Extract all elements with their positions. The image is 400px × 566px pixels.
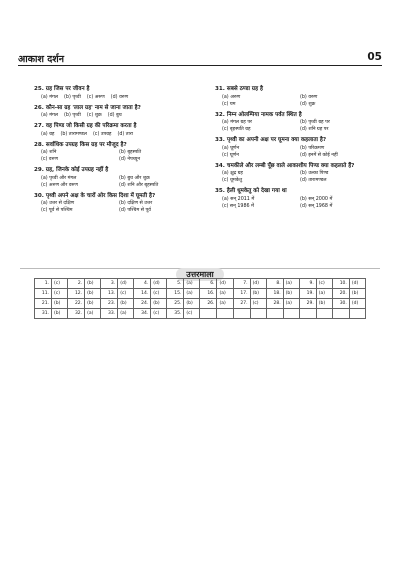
- answer-number: 11.: [35, 289, 52, 299]
- option: (b) बुध और शुक्र: [119, 175, 150, 181]
- answer-row: [35, 309, 366, 319]
- answer-value: (b): [316, 299, 332, 309]
- answer-empty-cell: [299, 309, 316, 319]
- answer-number: 18.: [266, 289, 283, 299]
- option: (d) पश्चिम से पूर्व: [119, 208, 151, 213]
- option-list: [34, 112, 194, 119]
- answer-number: 35.: [167, 309, 184, 319]
- question-text: [34, 105, 194, 113]
- answer-number: 14.: [134, 289, 151, 299]
- option: (d) तारामण्डल: [300, 178, 327, 183]
- answer-number: 10.: [332, 279, 349, 289]
- answer-value: (a): [316, 289, 332, 299]
- answer-number: 8.: [266, 279, 283, 289]
- answer-number: 28.: [266, 299, 283, 309]
- answer-number: 26.: [200, 299, 217, 309]
- question-text: [34, 86, 194, 94]
- question-text: [215, 188, 385, 196]
- option: (c) बृहस्पति ग्रह: [222, 127, 251, 132]
- option: (a) ग्रह: [41, 131, 55, 137]
- answer-number: 16.: [200, 289, 217, 299]
- question-item: [215, 112, 385, 134]
- answer-number: 27.: [233, 299, 250, 309]
- question-item: [34, 193, 194, 215]
- option: (b) पृथ्वी: [64, 94, 81, 100]
- questions-right-column: [215, 86, 385, 214]
- question-number: 32.: [215, 111, 225, 118]
- answer-value: (b): [85, 299, 101, 309]
- option-list: [215, 94, 385, 108]
- answer-value: (d): [349, 299, 365, 309]
- answer-value: (a): [184, 289, 200, 299]
- question-item: [34, 86, 194, 101]
- question-stem: पृथ्वी का अपनी अक्ष पर घूमना क्या कहलाता है?: [226, 137, 327, 143]
- answer-value: (a): [217, 299, 233, 309]
- answer-number: 17.: [233, 289, 250, 299]
- page-number: 05: [367, 51, 382, 63]
- option: (d) शनि ग्रह पर: [300, 127, 329, 132]
- question-text: [34, 167, 194, 175]
- answer-value: (b): [85, 289, 101, 299]
- answer-number: 15.: [167, 289, 184, 299]
- question-number: 33.: [215, 137, 225, 143]
- question-text: [215, 137, 385, 145]
- option: (c) उपग्रह: [92, 131, 112, 137]
- question-stem: पृथ्वी अपने अक्ष के चारों ओर किस दिशा में घूमती है?: [45, 192, 156, 199]
- answer-empty-cell: [316, 309, 332, 319]
- option: (a) उत्तर से दक्षिण: [41, 201, 75, 206]
- option: (b) तारामण्डल: [60, 131, 87, 137]
- answer-number: 33.: [101, 309, 118, 319]
- question-item: [215, 188, 385, 210]
- question-item: [34, 123, 194, 138]
- option: (b) वरुण: [300, 94, 318, 100]
- answer-empty-cell: [200, 309, 217, 319]
- answer-key-title: उत्तरमाला: [176, 268, 224, 281]
- option-list: [215, 196, 385, 210]
- option: (a) मंगल: [41, 113, 59, 118]
- option: (c) वरुण: [41, 157, 58, 162]
- answer-empty-cell: [283, 309, 299, 319]
- option: (b) पृथ्वी: [64, 113, 81, 118]
- answer-number: 32.: [68, 309, 85, 319]
- option: (a) पृथ्वी और मंगल: [41, 175, 77, 181]
- option: (c) सन् 1986 में: [222, 203, 254, 209]
- answer-number: 21.: [35, 299, 52, 309]
- question-number: 29.: [34, 167, 44, 173]
- answer-value: (b): [85, 279, 101, 289]
- question-stem: चमकीले और लम्बी पूँछ वाले आकाशीय पिण्ड क्या कहलाते हैं?: [226, 162, 355, 169]
- option: (b) दक्षिण से उत्तर: [119, 201, 153, 206]
- option: (a) घूर्णन: [222, 145, 240, 151]
- question-number: 28.: [34, 141, 44, 148]
- option: (b) पृथ्वी ग्रह पर: [300, 120, 330, 125]
- answer-value: (a): [217, 289, 233, 299]
- option: (b) परिक्रमण: [300, 145, 325, 151]
- answer-number: 2.: [68, 279, 85, 289]
- option: (b) सन् 2000 में: [300, 196, 333, 202]
- answer-value: (a): [118, 309, 134, 319]
- answer-row: [35, 289, 366, 299]
- answer-row: [35, 299, 366, 309]
- option: (a) अरुण: [222, 94, 241, 100]
- question-text: [34, 142, 194, 150]
- option: (d) नेपच्यून: [119, 157, 141, 162]
- question-stem: ग्रह जिस पर जीवन है: [45, 86, 90, 92]
- answer-row: [35, 279, 366, 289]
- question-stem: कौन-सा ग्रह 'लाल ग्रह' नाम से जाना जाता है?: [45, 104, 141, 111]
- option: (a) क्षुद्र ग्रह: [222, 171, 243, 176]
- answer-value: (d): [217, 279, 233, 289]
- answer-number: 23.: [101, 299, 118, 309]
- option: (d) वरुण: [110, 94, 129, 100]
- answer-empty-cell: [349, 309, 365, 319]
- answer-value: (d): [250, 279, 266, 289]
- option: (b) उल्का पिण्ड: [300, 171, 329, 176]
- answer-value: (c): [151, 309, 167, 319]
- question-stem: निम्न ओलम्पिया नामक पर्वत स्थित है: [226, 111, 302, 118]
- answer-empty-cell: [266, 309, 283, 319]
- option: (c) अरुण और वरुण: [41, 182, 78, 188]
- option: (b) बृहस्पति: [119, 150, 142, 155]
- option: (c) अरुण: [86, 94, 105, 100]
- option: (a) मंगल ग्रह पर: [222, 120, 253, 125]
- answer-empty-cell: [233, 309, 250, 319]
- question-number: 26.: [34, 104, 44, 111]
- question-text: [215, 163, 385, 171]
- answer-value: (b): [52, 299, 68, 309]
- option: (d) शनि और बृहस्पति: [119, 182, 159, 188]
- answer-number: 5.: [167, 279, 184, 289]
- answer-value: (a): [85, 309, 101, 319]
- answer-value: (a): [283, 299, 299, 309]
- question-item: [215, 86, 385, 108]
- answer-number: 12.: [68, 289, 85, 299]
- answer-number: 1.: [35, 279, 52, 289]
- answer-number: 29.: [299, 299, 316, 309]
- option-list: [34, 175, 194, 189]
- option-list: [215, 170, 385, 184]
- answer-number: 13.: [101, 289, 118, 299]
- question-item: [34, 105, 194, 120]
- answer-value: (c): [52, 279, 68, 289]
- answer-number: 25.: [167, 299, 184, 309]
- option-list: [215, 145, 385, 159]
- option-list: [34, 149, 194, 163]
- option: (a) शनि: [41, 150, 57, 155]
- answer-number: 3.: [101, 279, 118, 289]
- question-number: 30.: [34, 192, 44, 199]
- option: (c) धूमकेतु: [222, 178, 243, 183]
- option: (d) इनमें से कोई नहीं: [300, 152, 338, 158]
- question-number: 34.: [215, 162, 225, 169]
- answer-number: 30.: [332, 299, 349, 309]
- question-item: [215, 163, 385, 185]
- question-stem: वह पिण्ड जो किसी ग्रह की परिक्रमा करता है: [45, 123, 137, 129]
- answer-number: 31.: [35, 309, 52, 319]
- answer-number: 34.: [134, 309, 151, 319]
- answer-value: (d): [118, 279, 134, 289]
- answer-empty-cell: [332, 309, 349, 319]
- question-stem: ग्रह, जिनके कोई उपग्रह नहीं है: [45, 167, 109, 173]
- option: (d) बुध: [107, 113, 122, 118]
- option: (d) सन् 1968 में: [300, 203, 333, 209]
- answer-value: (c): [52, 289, 68, 299]
- answer-number: 24.: [134, 299, 151, 309]
- answer-value: (d): [151, 279, 167, 289]
- answer-number: 6.: [200, 279, 217, 289]
- answer-value: (c): [118, 289, 134, 299]
- answer-number: 19.: [299, 289, 316, 299]
- answer-value: (c): [316, 279, 332, 289]
- option: (c) यम: [222, 101, 236, 107]
- answer-empty-cell: [250, 309, 266, 319]
- answer-value: (b): [52, 309, 68, 319]
- question-stem: हैली धूमकेतु को देखा गया था: [226, 188, 287, 194]
- question-stem: सबसे ठण्डा ग्रह है: [226, 86, 263, 92]
- chapter-title: आकाश दर्शन: [18, 54, 65, 65]
- header-divider: [18, 65, 382, 66]
- question-item: [215, 137, 385, 159]
- answer-number: 9.: [299, 279, 316, 289]
- answer-number: 22.: [68, 299, 85, 309]
- question-text: [34, 193, 194, 201]
- answer-value: (b): [118, 299, 134, 309]
- question-text: [215, 112, 385, 120]
- option: (c) घूर्णन: [222, 152, 239, 158]
- question-text: [34, 123, 194, 131]
- question-item: [34, 142, 194, 164]
- option: (c) पूर्व से पश्चिम: [41, 208, 73, 213]
- answer-value: (b): [151, 299, 167, 309]
- questions-left-column: [34, 86, 194, 218]
- answer-key-table: [34, 278, 366, 319]
- answer-empty-cell: [217, 309, 233, 319]
- option-list: [215, 119, 385, 133]
- answer-value: (b): [184, 299, 200, 309]
- answer-value: (b): [250, 289, 266, 299]
- answer-value: (a): [184, 279, 200, 289]
- answer-number: 7.: [233, 279, 250, 289]
- page-header: [18, 52, 382, 68]
- question-text: [215, 86, 385, 94]
- answer-value: (d): [349, 279, 365, 289]
- option-list: [34, 200, 194, 214]
- option: (a) सन् 2011 में: [222, 196, 255, 202]
- answer-value: (b): [349, 289, 365, 299]
- question-number: 31.: [215, 86, 225, 92]
- question-stem: सर्वाधिक उपग्रह किस ग्रह पर मौजूद है?: [45, 141, 127, 148]
- option-list: [34, 94, 194, 101]
- option-list: [34, 131, 194, 138]
- answer-value: (a): [283, 279, 299, 289]
- option: (c) शुक्र: [86, 113, 102, 118]
- question-number: 27.: [34, 123, 44, 129]
- question-number: 35.: [215, 188, 225, 194]
- option: (d) शुक्र: [300, 101, 316, 107]
- answer-value: (c): [250, 299, 266, 309]
- question-item: [34, 167, 194, 189]
- answer-number: 20.: [332, 289, 349, 299]
- question-number: 25.: [34, 86, 44, 92]
- option: (d) तारा: [117, 131, 133, 137]
- answer-number: 4.: [134, 279, 151, 289]
- answer-value: (b): [283, 289, 299, 299]
- option: (a) मंगल: [41, 94, 59, 100]
- answer-value: (c): [151, 289, 167, 299]
- answer-value: (c): [184, 309, 200, 319]
